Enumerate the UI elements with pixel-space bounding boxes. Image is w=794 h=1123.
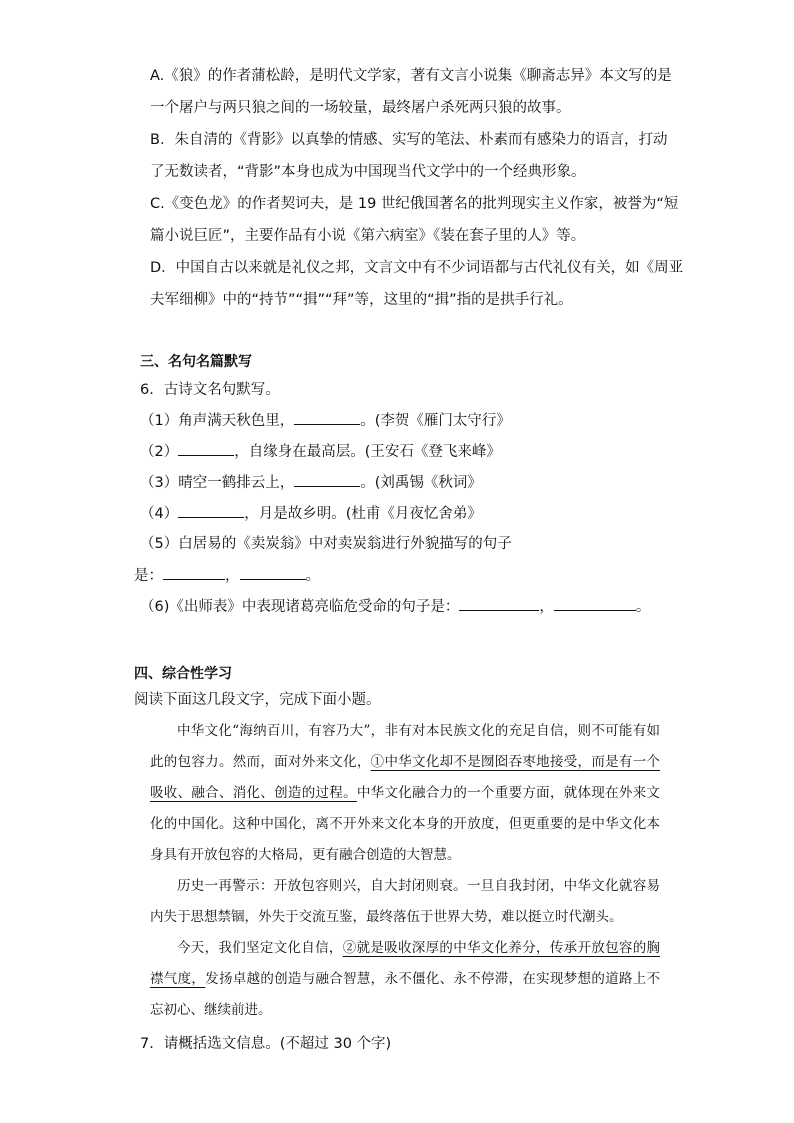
- option-a-line1: A.《狼》的作者蒲松龄，是明代文学家，著有文言小说集《聊斋志异》本文写的是: [150, 68, 672, 84]
- reading-passage: [150, 716, 660, 1026]
- option-a-line2: 一个屠户与两只狼之间的一场较量，最终屠户杀死两只狼的故事。: [150, 100, 571, 116]
- answer-blank[interactable]: [178, 503, 244, 518]
- recite-item-4: （4） ，月是故乡明。(杜甫《月夜忆舍弟》: [140, 503, 482, 524]
- option-b-line2: 了无数读者，“背影”本身也成为中国现当代文学中的一个经典形象。: [150, 164, 586, 180]
- answer-blank[interactable]: [163, 565, 225, 580]
- recite-item-1: （1）角声满天秋色里， 。(李贺《雁门太守行》: [140, 410, 511, 431]
- underlined-sentence-2: ②就是吸收深厚的中华文化养分，传承开放包容的胸襟气度，: [150, 940, 661, 987]
- option-b-line1: B．朱自清的《背影》以真挚的情感、实写的笔法、朴素而有感染力的语言，打动: [150, 132, 668, 148]
- recite-item-5-prompt: （5）白居易的《卖炭翁》中对卖炭翁进行外貌描写的句子: [140, 536, 512, 552]
- question-7: 7．请概括选文信息。(不超过 30 个字): [140, 1036, 392, 1052]
- option-c-line2: 篇小说巨匠”，主要作品有小说《第六病室》《装在套子里的人》等。: [150, 228, 586, 244]
- answer-blank[interactable]: [459, 596, 539, 611]
- recite-item-6: （6)《出师表》中表现诸葛亮临危受命的句子是： ， 。: [140, 596, 650, 617]
- reading-instruction: 阅读下面这几段文字，完成下面小题。: [134, 692, 381, 708]
- recite-item-2: （2） ，自缘身在最高层。(王安石《登飞来峰》: [140, 441, 501, 462]
- section-4-heading: 四、综合性学习: [134, 666, 232, 682]
- passage-paragraph-1: 中华文化“海纳百川，有容乃大”，非有对本民族文化的充足自信，则不可能有如此的包容力。然而，面对外来文化，①中华文化却不是囫囵吞枣地接受，而是有一个吸收、融合、消化、创造的过程。中华文化融合力的一个重要方面，就体现在外来文化的中国化。这种中国化，离不开外来文化本身的开放度，但更重要的是中华文化本身具有开放包容的大格局，更有融合创造的大智慧。: [150, 723, 661, 863]
- passage-paragraph-3: 今天，我们坚定文化自信，②就是吸收深厚的中华文化养分，传承开放包容的胸襟气度，发扬卓越的创造与融合智慧，永不僵化、永不停滞，在实现梦想的道路上不忘初心、继续前进。: [150, 940, 661, 1018]
- recite-item-3: （3）晴空一鹤排云上， 。(刘禹锡《秋词》: [140, 472, 482, 493]
- answer-blank[interactable]: [240, 565, 306, 580]
- answer-blank[interactable]: [294, 410, 360, 425]
- answer-blank[interactable]: [178, 441, 234, 456]
- option-d-line2: 夫军细柳》中的“持节”“揖”“拜”等，这里的“揖”指的是拱手行礼。: [150, 292, 573, 308]
- question-6: 6．古诗文名句默写。: [140, 382, 280, 398]
- answer-blank[interactable]: [294, 472, 360, 487]
- passage-paragraph-2: 历史一再警示：开放包容则兴，自大封闭则衰。一旦自我封闭，中华文化就容易内失于思想禁锢，外失于交流互鉴，最终落伍于世界大势，难以挺立时代潮头。: [150, 878, 660, 925]
- option-d-line1: D．中国自古以来就是礼仪之邦，文言文中有不少词语都与古代礼仪有关，如《周亚: [150, 260, 684, 276]
- section-3-heading: 三、名句名篇默写: [140, 354, 252, 370]
- underlined-sentence-1: ①中华文化却不是囫囵吞枣地接受，而是有一个吸收、融合、消化、创造的过程。: [150, 754, 661, 801]
- answer-blank[interactable]: [554, 596, 636, 611]
- option-c-line1: C.《变色龙》的作者契诃夫，是 19 世纪俄国著名的批判现实主义作家，被誉为“短: [150, 196, 679, 212]
- recite-item-5-answer: 是： ， 。: [134, 565, 320, 586]
